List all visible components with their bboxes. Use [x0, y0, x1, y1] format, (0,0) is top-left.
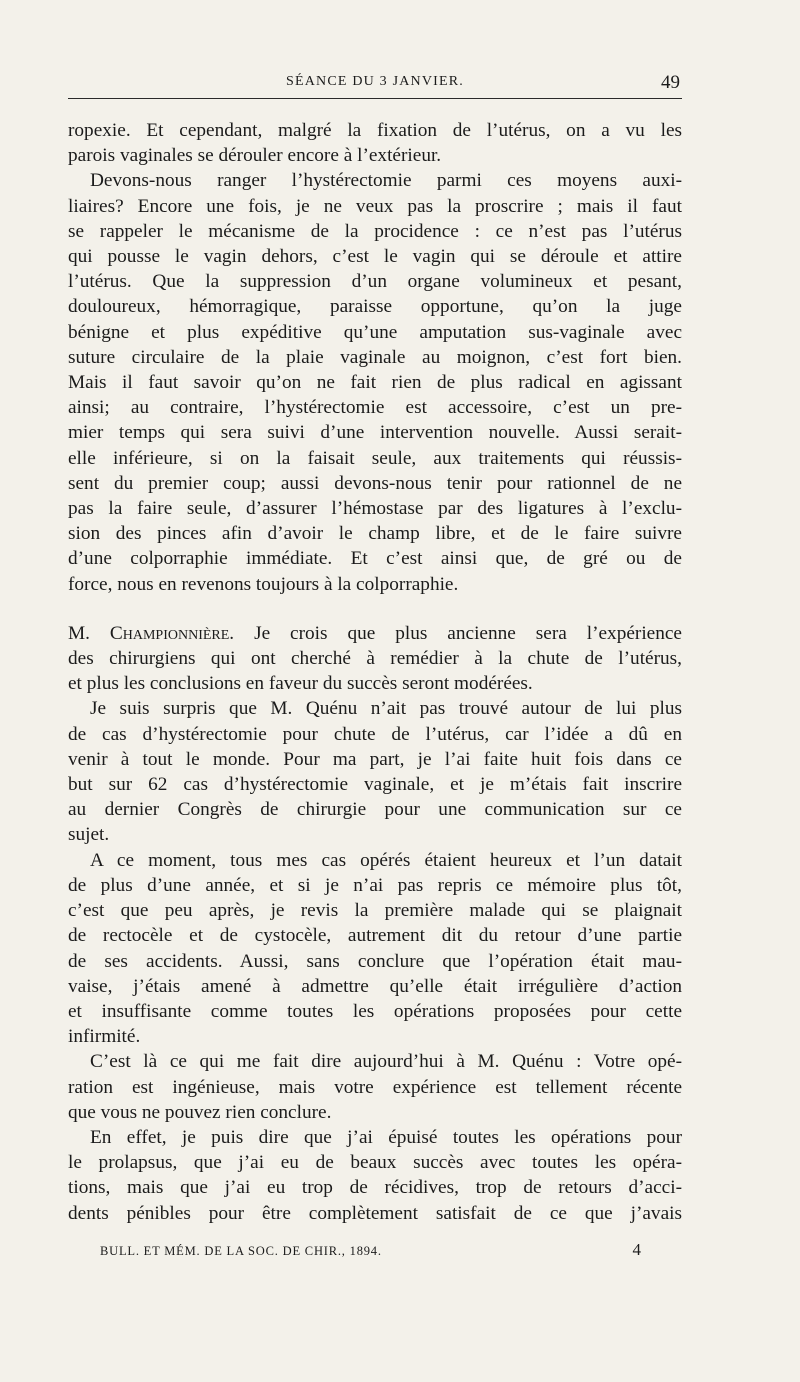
text-line: sujet.	[68, 824, 110, 846]
text-line: vaise, j’étais amené à admettre qu’elle était irrégulière d’action	[68, 975, 682, 997]
text-line: c’est que peu après, je revis la première malade qui se plaignait	[68, 900, 682, 922]
running-title: SÉANCE DU 3 JANVIER.	[286, 74, 464, 89]
text-line: et insuffisante comme toutes les opérations proposées pour cette	[68, 1000, 682, 1022]
text-line: Devons-nous ranger l’hystérectomie parmi ces moyens auxi-	[90, 170, 682, 192]
text-line: et plus les conclusions en faveur du succès seront modérées.	[68, 673, 533, 695]
text-line: ration est ingénieuse, mais votre expérience est tellement récente	[68, 1076, 682, 1098]
text-line: des chirurgiens qui ont cherché à remédier à la chute de l’utérus,	[68, 648, 682, 670]
text-line: au dernier Congrès de chirurgie pour une communication sur ce	[68, 799, 682, 821]
text-line: d’une colporraphie immédiate. Et c’est ainsi que, de gré ou de	[68, 548, 682, 570]
text-line: qui pousse le vagin dehors, c’est le vagin qui se déroule et attire	[68, 246, 682, 268]
paragraph	[68, 1125, 682, 1226]
page-header	[68, 72, 682, 99]
text-line: force, nous en revenons toujours à la colporraphie.	[68, 573, 459, 595]
paragraph	[68, 848, 682, 1050]
paragraph-gap	[68, 597, 682, 621]
text-line: venir à tout le monde. Pour ma part, je l’ai faite huit fois dans ce	[68, 748, 682, 770]
text-line: sion des pinces afin d’avoir le champ libre, et de le faire suivre	[68, 523, 682, 545]
journal-reference: BULL. ET MÉM. DE LA SOC. DE CHIR., 1894.	[100, 1244, 382, 1258]
paragraph	[68, 696, 682, 847]
text-line: que vous ne pouvez rien conclure.	[68, 1101, 332, 1123]
text-line: Mais il faut savoir qu’on ne fait rien de plus radical en agissant	[68, 372, 682, 394]
text-line: pas la faire seule, d’assurer l’hémostase par des ligatures à l’exclu-	[68, 498, 682, 520]
text-line: de rectocèle et de cystocèle, autrement dit du retour d’une partie	[68, 925, 682, 947]
body-text	[68, 118, 682, 1226]
text-line: sent du premier coup; aussi devons-nous tenir pour rationnel de ne	[68, 472, 682, 494]
text-line: douloureux, hémorragique, paraisse opportune, qu’on la juge	[68, 296, 682, 318]
text-line	[68, 621, 682, 646]
speaker-line-rest: Je crois que plus ancienne sera l’expérience	[234, 622, 682, 644]
text-line: le prolapsus, que j’ai eu de beaux succès avec toutes les opéra-	[68, 1152, 682, 1174]
text-line: mier temps qui sera suivi d’une intervention nouvelle. Aussi serait-	[68, 422, 682, 444]
text-line: liaires? Encore une fois, je ne veux pas la proscrire ; mais il faut	[68, 195, 682, 217]
text-line: se rappeler le mécanisme de la procidence : ce n’est pas l’utérus	[68, 220, 682, 242]
speaker-name: M. Championnière.	[68, 622, 235, 644]
paragraph	[68, 1049, 682, 1125]
text-line: A ce moment, tous mes cas opérés étaient heureux et l’un datait	[90, 849, 682, 871]
text-line: dents pénibles pour être complètement satisfait de ce que j’avais	[68, 1202, 682, 1224]
text-line: l’utérus. Que la suppression d’un organe volumineux et pesant,	[68, 271, 682, 293]
page-footer	[100, 1240, 645, 1262]
text-line: tions, mais que j’ai eu trop de récidives, trop de retours d’acci-	[68, 1177, 682, 1199]
paragraph	[68, 118, 682, 168]
signature-mark: 4	[632, 1240, 641, 1259]
text-line: ainsi; au contraire, l’hystérectomie est accessoire, c’est un pre-	[68, 397, 682, 419]
text-line: suture circulaire de la plaie vaginale au moignon, c’est fort bien.	[68, 346, 682, 368]
paragraph	[68, 168, 682, 596]
text-line: elle inférieure, si on la faisait seule, aux traitements qui réussis-	[68, 447, 682, 469]
text-line: ropexie. Et cependant, malgré la fixation de l’utérus, on a vu les	[68, 120, 682, 141]
text-line: bénigne et plus expéditive qu’une amputation sus-vaginale avec	[68, 321, 682, 343]
text-line: de plus d’une année, et si je n’ai pas repris ce mémoire plus tôt,	[68, 874, 682, 896]
text-line: parois vaginales se dérouler encore à l’extérieur.	[68, 145, 442, 167]
paragraph	[68, 621, 682, 697]
text-line: C’est là ce qui me fait dire aujourd’hui à M. Quénu : Votre opé-	[90, 1051, 682, 1073]
page-number: 49	[661, 72, 680, 93]
text-line: but sur 62 cas d’hystérectomie vaginale, et je m’étais fait inscrire	[68, 774, 682, 796]
text-line: infirmité.	[68, 1026, 141, 1048]
text-line: Je suis surpris que M. Quénu n’ait pas trouvé autour de lui plus	[90, 698, 682, 720]
text-line: de ses accidents. Aussi, sans conclure que l’opération était mau-	[68, 950, 682, 972]
text-line: En effet, je puis dire que j’ai épuisé toutes les opérations pour	[90, 1126, 682, 1148]
text-line: de cas d’hystérectomie pour chute de l’utérus, car l’idée a dû en	[68, 723, 682, 745]
